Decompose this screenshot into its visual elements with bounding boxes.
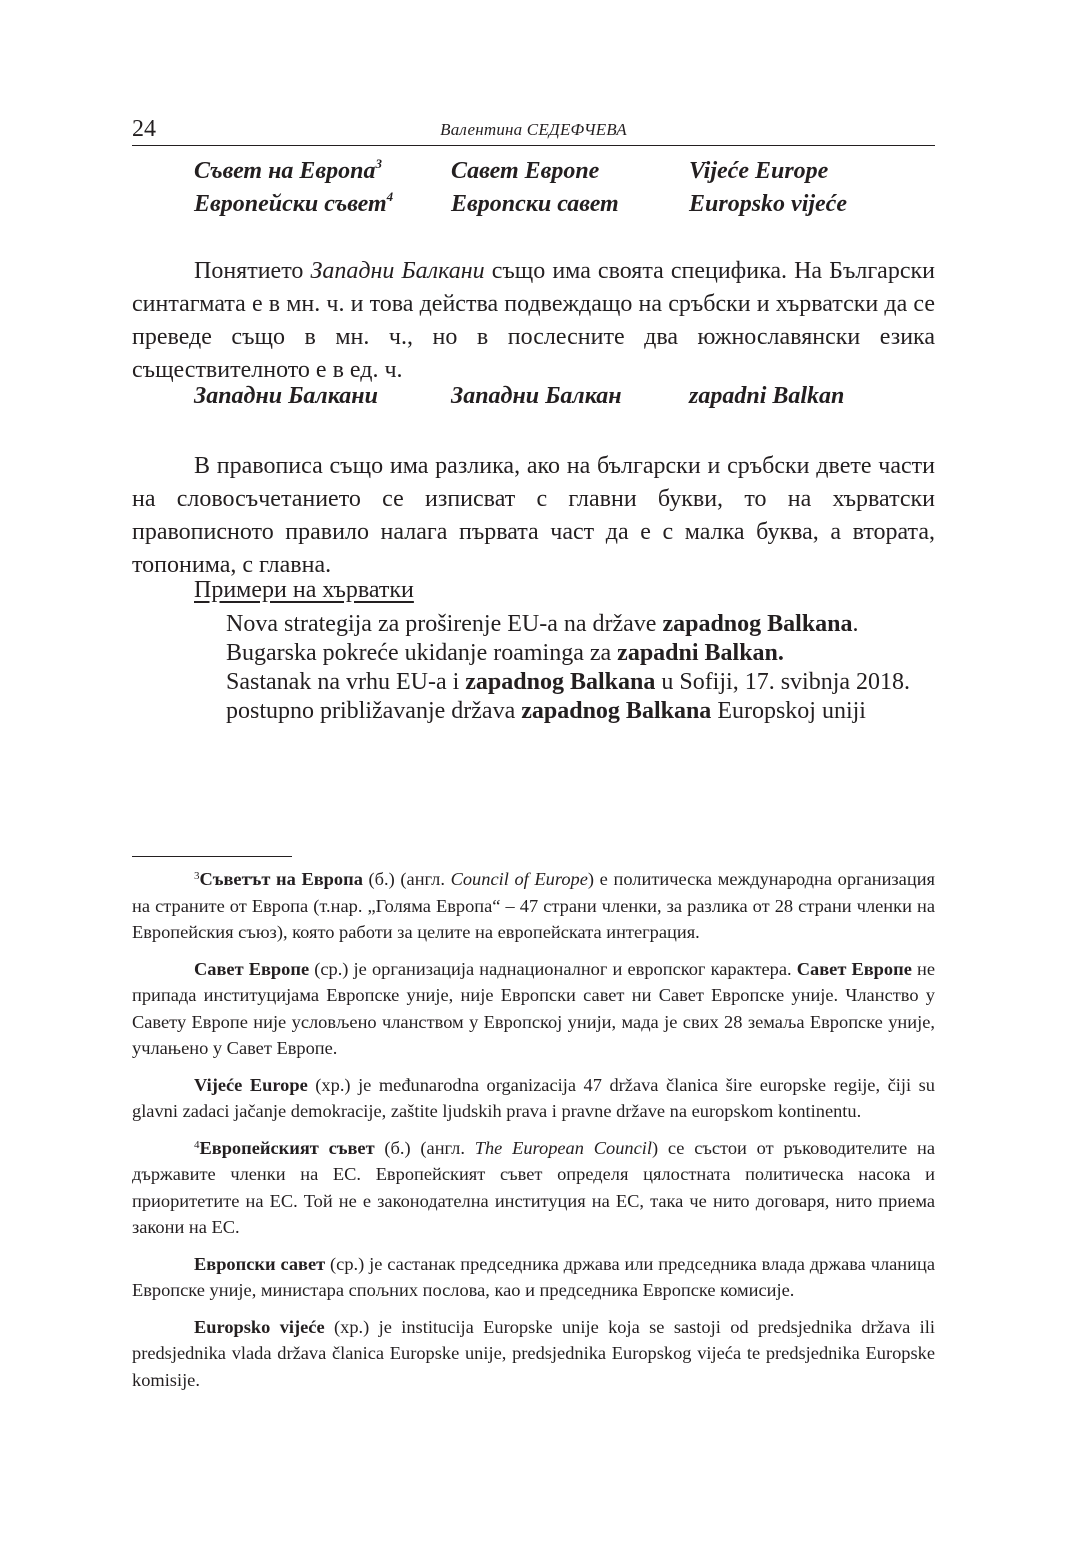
header-rule [132, 145, 935, 146]
examples-list [226, 610, 938, 726]
examples-heading: Примери на хърватки [194, 577, 414, 603]
example-line: Sastanak na vrhu EU-a i zapadnog Balkana u Sofiji, 17. svibnja 2018. [226, 669, 911, 695]
term-hr: Europsko vijeće [689, 191, 847, 217]
footnote-4-sr: Европски савет (ср.) је састанак председника држава или председника влада држава чланица Европске уније, министара спољних послова, као и председника Европске комисије. [132, 1253, 935, 1300]
term-sr: Европски савет [451, 191, 619, 217]
footnote-3-sr: Савет Европе (ср.) је организација наднационалног и европског карактера. Савет Европе не припада институцијама Европске уније, није Европски савет ни Савет Европске уније. Чланство у Савету Европе није условљено чланством у Европској унији, мада је свих 28 земаља Европске уније, учлањено у Савет Европе. [132, 958, 935, 1058]
term-row [194, 191, 935, 224]
footnote-ref: 4 [386, 189, 394, 204]
term-row [194, 158, 935, 191]
term-hr: Vijeće Europe [689, 158, 829, 184]
term-sr: Западни Балкан [451, 383, 622, 409]
term-bg: Европейски съвет$^4$ [194, 189, 394, 217]
running-head: Валентина СЕДЕФЧЕВА [440, 120, 627, 139]
footnote-4-bg: $^4$Европейският съвет (б.) (англ. The European Council) се състои от ръководителите на държавите членки на ЕС. Европейският съвет определя цялостната политическа насока и приоритетите на ЕС. Той не е законодателна институция на ЕС, така че нито договаря, нито приема закони на ЕС. [132, 1137, 935, 1237]
book-page [132, 0, 935, 1550]
footnote-rule [132, 856, 292, 857]
term-row-western-balkans [194, 383, 935, 416]
paragraph-1: Понятието Западни Балкани също има своята специфика. На Български синтагмата е в мн. ч. и това действа подвеждащо на сръбски и хърватски да се преведе също в мн. ч., но в послесните два южнославянски езика съществителното е в ед. ч. [132, 258, 935, 383]
term-hr: zapadni Balkan [689, 383, 845, 409]
footnote-3-hr: Vijeće Europe (хр.) je međunarodna organizacija 47 država članica šire europske regije, čiji su glavni zadaci jačanje demokracije, zaštite ljudskih prava i pravne države na europskom kontinentu. [132, 1074, 935, 1121]
footnote-ref: 3 [375, 156, 382, 171]
term-table [194, 158, 935, 224]
term-bg: Съвет на Европа$^3$ [194, 156, 382, 184]
example-line: Bugarska pokreće ukidanje roaminga za zapadni Balkan. [226, 640, 784, 666]
footnote-3-bg: $^3$Съветът на Европа (б.) (англ. Council of Europe) е политическа международна организация на страните от Европа (т.нар. „Голяма Европа“ – 47 страни членки, за разлика от 28 страни членки на Европейския съюз), която работи за целите на европейската интеграция. [132, 869, 935, 942]
example-line: Nova strategija za proširenje EU-a na države zapadnog Balkana. [226, 611, 859, 637]
term-row [194, 383, 935, 416]
paragraph-2: В правописа също има разлика, ако на български и сръбски двете части на словосъчетанието се изписват с главни букви, то на хърватски правописното правило налага първата част да е с малка буква, а втората, топонима, с главна. [132, 453, 935, 578]
example-line: postupno približavanje država zapadnog Balkana Europskoj uniji [226, 698, 866, 724]
term-bg: Западни Балкани [194, 383, 378, 409]
page-number: 24 [132, 116, 156, 142]
footnote-4-hr: Europsko vijeće (хр.) je institucija Europske unije koja se sastoji od predsjednika država ili predsjednika vlada država članica Europske unije, predsjednika Europskog vijeća te predsjednika Europske komisije. [132, 1316, 935, 1390]
page-header [132, 116, 935, 148]
term-sr: Савет Европе [451, 158, 600, 184]
footnotes [132, 866, 935, 1403]
